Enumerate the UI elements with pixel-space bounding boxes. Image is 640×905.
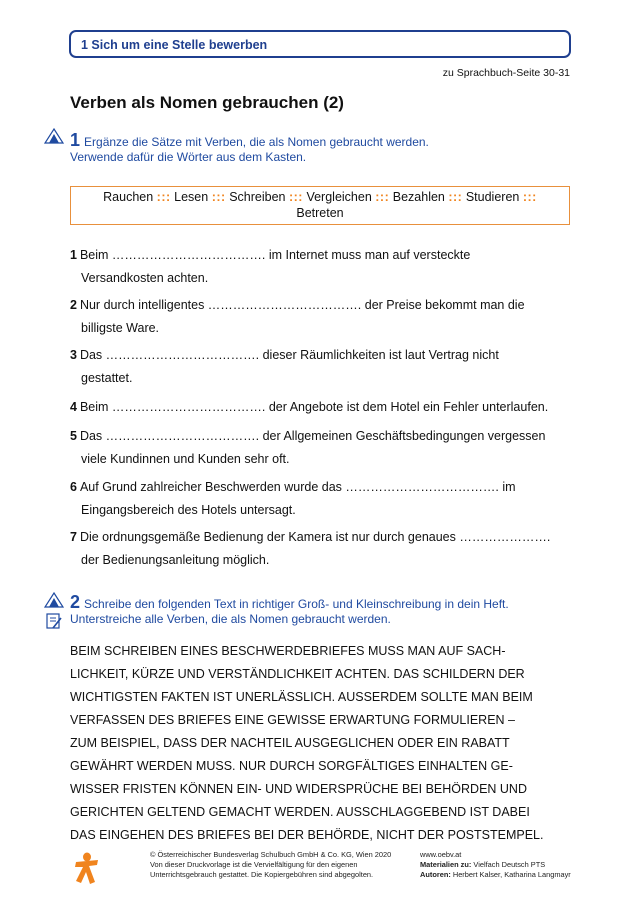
word-bezahlen: Bezahlen <box>392 190 445 204</box>
word-separator: ::: <box>288 190 303 204</box>
text-line: BEIM SCHREIBEN EINES BESCHWERDEBRIEFES MUSS MAN AUF SACH- <box>70 644 506 658</box>
exercise-item <box>70 294 575 340</box>
capitalization-text <box>70 640 570 847</box>
exercise-text: Das ………………………………. der Allgemeinen Geschäftsbedingungen vergessen <box>79 429 546 443</box>
footer-website: www.oebv.at <box>420 850 462 859</box>
task-1-line1: Ergänze die Sätze mit Verben, die als Nomen gebraucht werden. <box>84 135 429 149</box>
exercise-text-continued: gestattet. <box>81 371 133 385</box>
text-line: GERICHTEN GELTEND GEMACHT WERDEN. AUSSCHLAGGEBEND IST DABEI <box>70 805 530 819</box>
task-1-line2: Verwende dafür die Wörter aus dem Kasten. <box>70 150 307 164</box>
page-reference: zu Sprachbuch-Seite 30-31 <box>442 67 570 79</box>
word-vergleichen: Vergleichen <box>306 190 372 204</box>
word-separator: ::: <box>375 190 390 204</box>
exercise-text-continued: Versandkosten achten. <box>81 271 209 285</box>
word-separator: ::: <box>211 190 226 204</box>
word-separator: ::: <box>522 190 537 204</box>
exercise-text: Die ordnungsgemäße Bedienung der Kamera ist nur durch genaues …………………. <box>79 530 551 544</box>
footer-copyright <box>150 850 391 880</box>
word-separator: ::: <box>156 190 171 204</box>
task-2-line2: Unterstreiche alle Verben, die als Nomen gebraucht werden. <box>70 612 391 626</box>
word-rauchen: Rauchen <box>103 190 154 204</box>
exercise-item <box>70 244 575 290</box>
level-triangle-icon <box>44 592 64 608</box>
exercise-item <box>70 526 575 572</box>
task-1-number: 1 <box>70 130 81 150</box>
exercise-text: Beim ………………………………. im Internet muss man auf versteckte <box>79 248 471 262</box>
text-line: DAS EINGEHEN DES BRIEFES BEI DER BEHÖRDE, NICHT DER POSTSTEMPEL. <box>70 828 544 842</box>
text-line: WISSER FRISTEN KÖNNEN EIN- UND WIDERSPRÜCHE BEI BEHÖRDEN UND <box>70 782 527 796</box>
text-line: LICHKEIT, KÜRZE UND VERSTÄNDLICHKEIT ACHTEN. DAS SCHILDERN DER <box>70 667 525 681</box>
word-betreten: Betreten <box>296 206 344 220</box>
copyright-line: Unterrichtsgebrauch gestattet. Die Kopiergebühren sind abgegolten. <box>150 870 374 879</box>
exercise-text: Das ………………………………. dieser Räumlichkeiten ist laut Vertrag nicht <box>79 348 499 362</box>
text-line: WICHTIGSTEN FAKTEN IST UNERLÄSSLICH. AUSSERDEM SOLLTE MAN BEIM <box>70 690 533 704</box>
copyright-line: Von dieser Druckvorlage ist die Vervielfältigung für den eigenen <box>150 860 358 869</box>
task-2-line1: Schreibe den folgenden Text in richtiger Groß- und Kleinschreibung in dein Heft. <box>84 597 509 611</box>
worksheet-title: Verben als Nomen gebrauchen (2) <box>70 93 344 112</box>
exercise-number: 6 <box>70 480 77 494</box>
word-separator: ::: <box>448 190 463 204</box>
task-2-instructions <box>70 592 509 627</box>
authors-label: Autoren: <box>420 870 451 879</box>
exercise-number: 1 <box>70 248 77 262</box>
exercise-number: 5 <box>70 429 77 443</box>
text-line: GEWÄHRT WERDEN MUSS. NUR DURCH SORGFÄLTIGES EINHALTEN GE- <box>70 759 513 773</box>
exercise-text-continued: Eingangsbereich des Hotels untersagt. <box>81 503 296 517</box>
chapter-header: 1 Sich um eine Stelle bewerben <box>69 30 571 58</box>
exercise-text: Auf Grund zahlreicher Beschwerden wurde das ………………………………. im <box>79 480 516 494</box>
exercise-number: 7 <box>70 530 77 544</box>
exercise-text-continued: billigste Ware. <box>81 321 160 335</box>
materials-value: Vielfach Deutsch PTS <box>473 860 546 869</box>
task-1-instructions <box>70 130 429 165</box>
word-lesen: Lesen <box>174 190 209 204</box>
publisher-logo-icon <box>73 852 101 886</box>
exercise-number: 2 <box>70 298 77 312</box>
exercise-number: 4 <box>70 400 77 414</box>
level-triangle-icon <box>44 128 64 144</box>
word-studieren: Studieren <box>465 190 520 204</box>
exercise-item <box>70 344 575 390</box>
materials-label: Materialien zu: <box>420 860 472 869</box>
task-2-number: 2 <box>70 592 81 612</box>
text-line: VERFASSEN DES BRIEFES EINE GEWISSE ERWARTUNG FORMULIEREN – <box>70 713 515 727</box>
word-schreiben: Schreiben <box>229 190 286 204</box>
exercise-text: Nur durch intelligentes ………………………………. der Preise bekommt man die <box>79 298 525 312</box>
copyright-line: © Österreichischer Bundesverlag Schulbuch GmbH & Co. KG, Wien 2020 <box>150 850 392 859</box>
exercise-item <box>70 476 575 522</box>
text-line: ZUM BEISPIEL, DASS DER NACHTEIL AUSGEGLICHEN ODER EIN RABATT <box>70 736 510 750</box>
write-notebook-icon <box>44 612 64 630</box>
word-box <box>70 186 570 225</box>
exercise-text: Beim ………………………………. der Angebote ist dem Hotel ein Fehler unterlaufen. <box>79 400 549 414</box>
exercise-text-continued: viele Kundinnen und Kunden sehr oft. <box>81 452 290 466</box>
authors-value: Herbert Kalser, Katharina Langmayr <box>452 870 571 879</box>
exercise-number: 3 <box>70 348 77 362</box>
exercise-text-continued: der Bedienungsanleitung möglich. <box>81 553 270 567</box>
footer-info <box>420 850 571 880</box>
exercise-item <box>70 425 575 471</box>
exercise-item <box>70 396 575 419</box>
